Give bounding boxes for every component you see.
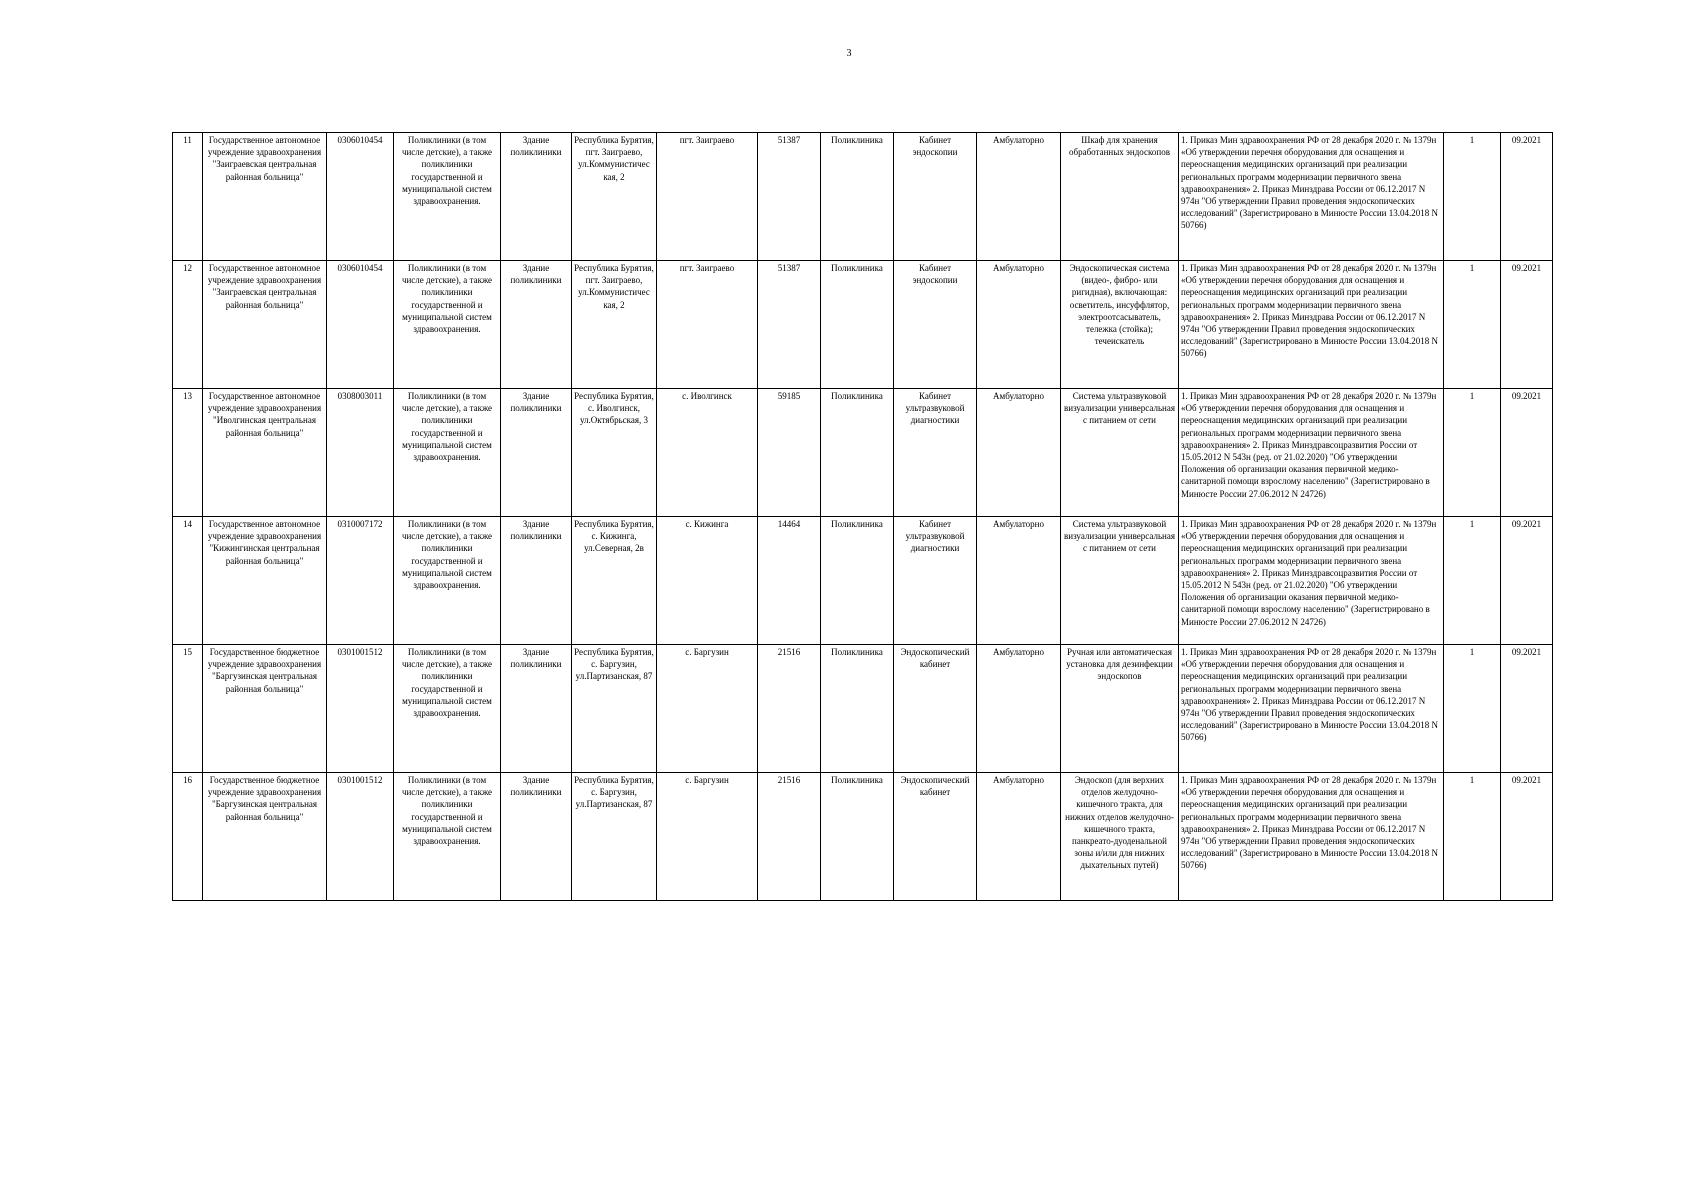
settlement-cell: с. Баргузин [657,773,758,901]
address-cell: Республика Бурятия, с. Иволгинск, ул.Октябрьская, 3 [572,389,657,517]
regulatory-documents-cell: 1. Приказ Мин здравоохранения РФ от 28 декабря 2020 г. № 1379н «Об утверждении перечня оборудования для оснащения и переоснащения медицинских организаций при реализации региональных программ модернизации первичного звена здравоохранения» 2. Приказ Минздрава России от 06.12.2017 N 974н "Об утверждении Правил проведения эндоскопических исследований" (Зарегистрировано в Минюсте России 13.04.2018 N 50766) [1179,133,1444,261]
room-cell: Эндоскопический кабинет [894,645,977,773]
equipment-name-cell: Эндоскопическая система (видео-, фибро- или ригидная), включающая: осветитель, инсуффлятор, электроотсасыватель, тележка (стойка); течеискатель [1061,261,1179,389]
facility-type-cell: Поликлиники (в том числе детские), а также поликлиники государственной и муниципальной систем здравоохранения. [394,773,501,901]
room-cell: Кабинет ультразвуковой диагностики [894,517,977,645]
organization-code-cell: 0301001512 [327,773,394,901]
row-number-cell: 12 [173,261,203,389]
settlement-cell: с. Иволгинск [657,389,758,517]
delivery-date-cell: 09.2021 [1501,133,1553,261]
unit-cell: Поликлиника [821,261,894,389]
population-cell: 51387 [758,261,821,389]
address-cell: Республика Бурятия, пгт. Заиграево, ул.Коммунистичес кая, 2 [572,261,657,389]
building-cell: Здание поликлиники [501,773,572,901]
unit-cell: Поликлиника [821,773,894,901]
population-cell: 21516 [758,773,821,901]
table-row [173,517,1553,645]
row-number-cell: 13 [173,389,203,517]
room-cell: Кабинет ультразвуковой диагностики [894,389,977,517]
care-form-cell: Амбулаторно [977,133,1061,261]
unit-cell: Поликлиника [821,517,894,645]
delivery-date-cell: 09.2021 [1501,517,1553,645]
building-cell: Здание поликлиники [501,517,572,645]
quantity-cell: 1 [1444,133,1501,261]
delivery-date-cell: 09.2021 [1501,773,1553,901]
facility-type-cell: Поликлиники (в том числе детские), а также поликлиники государственной и муниципальной систем здравоохранения. [394,133,501,261]
equipment-name-cell: Шкаф для хранения обработанных эндоскопов [1061,133,1179,261]
quantity-cell: 1 [1444,645,1501,773]
organization-name-cell: Государственное бюджетное учреждение здравоохранения "Баргузинская центральная районная больница" [203,773,327,901]
settlement-cell: пгт. Заиграево [657,261,758,389]
settlement-cell: пгт. Заиграево [657,133,758,261]
facility-type-cell: Поликлиники (в том числе детские), а также поликлиники государственной и муниципальной систем здравоохранения. [394,517,501,645]
row-number-cell: 16 [173,773,203,901]
room-cell: Кабинет эндоскопии [894,133,977,261]
organization-name-cell: Государственное автономное учреждение здравоохранения "Заиграевская центральная районная больница" [203,133,327,261]
room-cell: Кабинет эндоскопии [894,261,977,389]
table-row [173,389,1553,517]
quantity-cell: 1 [1444,773,1501,901]
equipment-name-cell: Ручная или автоматическая установка для дезинфекции эндоскопов [1061,645,1179,773]
quantity-cell: 1 [1444,389,1501,517]
organization-code-cell: 0306010454 [327,261,394,389]
delivery-date-cell: 09.2021 [1501,389,1553,517]
table-row [173,133,1553,261]
equipment-name-cell: Эндоскоп (для верхних отделов желудочно-кишечного тракта, для нижних отделов желудочно-кишечного тракта, панкреато-дуоденальной зоны и/или для нижних дыхательных путей) [1061,773,1179,901]
row-number-cell: 11 [173,133,203,261]
row-number-cell: 15 [173,645,203,773]
row-number-cell: 14 [173,517,203,645]
settlement-cell: с. Баргузин [657,645,758,773]
organization-code-cell: 0310007172 [327,517,394,645]
facility-type-cell: Поликлиники (в том числе детские), а также поликлиники государственной и муниципальной систем здравоохранения. [394,645,501,773]
address-cell: Республика Бурятия, пгт. Заиграево, ул.Коммунистичес кая, 2 [572,133,657,261]
population-cell: 14464 [758,517,821,645]
organization-name-cell: Государственное автономное учреждение здравоохранения "Кижингинская центральная районная больница" [203,517,327,645]
unit-cell: Поликлиника [821,133,894,261]
delivery-date-cell: 09.2021 [1501,261,1553,389]
building-cell: Здание поликлиники [501,133,572,261]
unit-cell: Поликлиника [821,645,894,773]
organization-name-cell: Государственное бюджетное учреждение здравоохранения "Баргузинская центральная районная больница" [203,645,327,773]
building-cell: Здание поликлиники [501,261,572,389]
table-row [173,645,1553,773]
building-cell: Здание поликлиники [501,645,572,773]
regulatory-documents-cell: 1. Приказ Мин здравоохранения РФ от 28 декабря 2020 г. № 1379н «Об утверждении перечня оборудования для оснащения и переоснащения медицинских организаций при реализации региональных программ модернизации первичного звена здравоохранения» 2. Приказ Минздравсоцразвития России от 15.05.2012 N 543н (ред. от 21.02.2020) "Об утверждении Положения об организации оказания первичной медико-санитарной помощи взрослому населению" (Зарегистрировано в Минюсте России 27.06.2012 N 24726) [1179,389,1444,517]
quantity-cell: 1 [1444,261,1501,389]
page-number: 3 [846,48,852,59]
regulatory-documents-cell: 1. Приказ Мин здравоохранения РФ от 28 декабря 2020 г. № 1379н «Об утверждении перечня оборудования для оснащения и переоснащения медицинских организаций при реализации региональных программ модернизации первичного звена здравоохранения» 2. Приказ Минздрава России от 06.12.2017 N 974н "Об утверждении Правил проведения эндоскопических исследований" (Зарегистрировано в Минюсте России 13.04.2018 N 50766) [1179,645,1444,773]
building-cell: Здание поликлиники [501,389,572,517]
organization-code-cell: 0301001512 [327,645,394,773]
organization-name-cell: Государственное автономное учреждение здравоохранения "Заиграевская центральная районная больница" [203,261,327,389]
care-form-cell: Амбулаторно [977,389,1061,517]
equipment-name-cell: Система ультразвуковой визуализации универсальная с питанием от сети [1061,389,1179,517]
room-cell: Эндоскопический кабинет [894,773,977,901]
care-form-cell: Амбулаторно [977,261,1061,389]
address-cell: Республика Бурятия, с. Баргузин, ул.Партизанская, 87 [572,773,657,901]
regulatory-documents-cell: 1. Приказ Мин здравоохранения РФ от 28 декабря 2020 г. № 1379н «Об утверждении перечня оборудования для оснащения и переоснащения медицинских организаций при реализации региональных программ модернизации первичного звена здравоохранения» 2. Приказ Минздравсоцразвития России от 15.05.2012 N 543н (ред. от 21.02.2020) "Об утверждении Положения об организации оказания первичной медико-санитарной помощи взрослому населению" (Зарегистрировано в Минюсте России 27.06.2012 N 24726) [1179,517,1444,645]
settlement-cell: с. Кижинга [657,517,758,645]
unit-cell: Поликлиника [821,389,894,517]
organization-name-cell: Государственное автономное учреждение здравоохранения "Иволгинская центральная районная больница" [203,389,327,517]
facility-type-cell: Поликлиники (в том числе детские), а также поликлиники государственной и муниципальной систем здравоохранения. [394,389,501,517]
address-cell: Республика Бурятия, с. Баргузин, ул.Партизанская, 87 [572,645,657,773]
care-form-cell: Амбулаторно [977,773,1061,901]
regulatory-documents-cell: 1. Приказ Мин здравоохранения РФ от 28 декабря 2020 г. № 1379н «Об утверждении перечня оборудования для оснащения и переоснащения медицинских организаций при реализации региональных программ модернизации первичного звена здравоохранения» 2. Приказ Минздрава России от 06.12.2017 N 974н "Об утверждении Правил проведения эндоскопических исследований" (Зарегистрировано в Минюсте России 13.04.2018 N 50766) [1179,261,1444,389]
population-cell: 21516 [758,645,821,773]
regulatory-documents-cell: 1. Приказ Мин здравоохранения РФ от 28 декабря 2020 г. № 1379н «Об утверждении перечня оборудования для оснащения и переоснащения медицинских организаций при реализации региональных программ модернизации первичного звена здравоохранения» 2. Приказ Минздрава России от 06.12.2017 N 974н "Об утверждении Правил проведения эндоскопических исследований" (Зарегистрировано в Минюсте России 13.04.2018 N 50766) [1179,773,1444,901]
equipment-name-cell: Система ультразвуковой визуализации универсальная с питанием от сети [1061,517,1179,645]
delivery-date-cell: 09.2021 [1501,645,1553,773]
register-body [173,133,1553,901]
population-cell: 51387 [758,133,821,261]
address-cell: Республика Бурятия, с. Кижинга, ул.Северная, 2в [572,517,657,645]
facility-type-cell: Поликлиники (в том числе детские), а также поликлиники государственной и муниципальной систем здравоохранения. [394,261,501,389]
care-form-cell: Амбулаторно [977,645,1061,773]
care-form-cell: Амбулаторно [977,517,1061,645]
organization-code-cell: 0306010454 [327,133,394,261]
table-row [173,773,1553,901]
population-cell: 59185 [758,389,821,517]
organization-code-cell: 0308003011 [327,389,394,517]
equipment-register-table [172,132,1553,901]
quantity-cell: 1 [1444,517,1501,645]
table-row [173,261,1553,389]
